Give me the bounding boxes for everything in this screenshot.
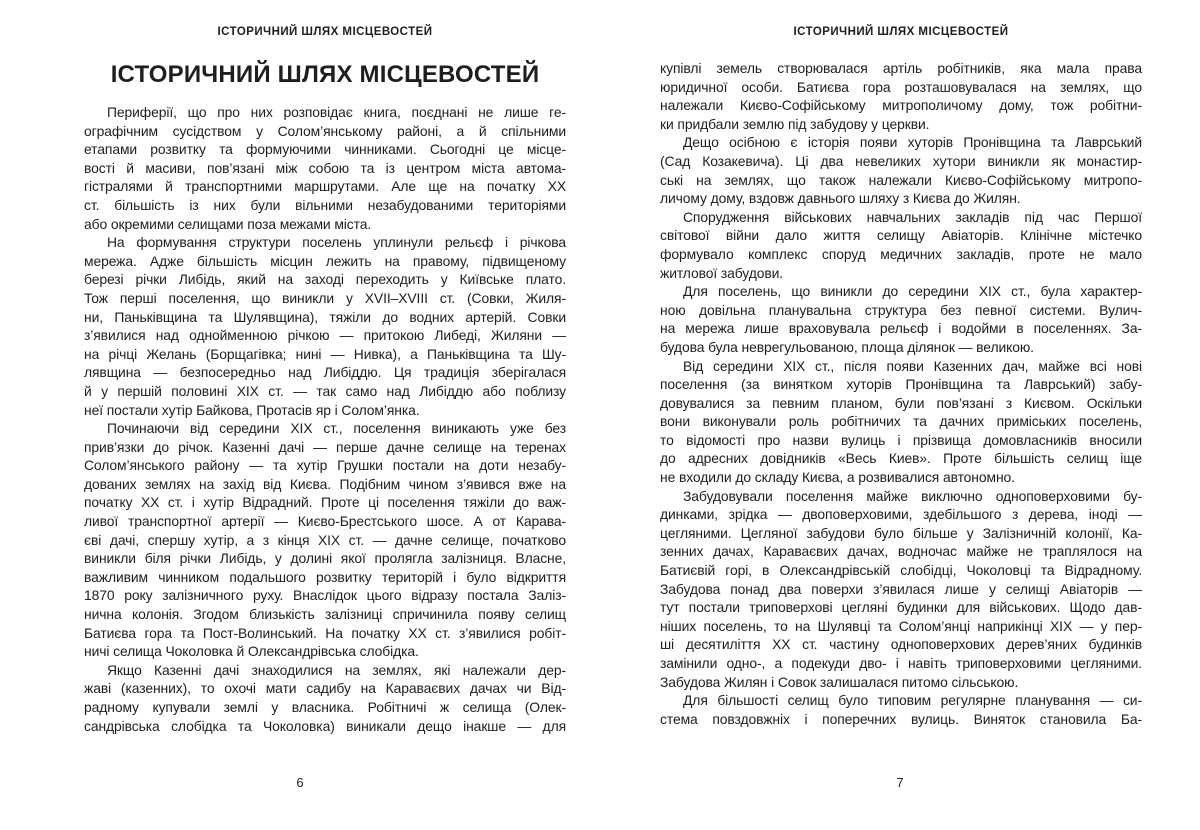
text-line: замінили одно-, а подекуди дво- і навіть триповерховими цегляними.: [660, 655, 1142, 671]
text-line: Забудова Жилян і Совок залишалася питомо сільською.: [660, 673, 1019, 690]
text-line: Периферії, що про них розповідає книга, поєднані не лише ге-: [107, 104, 566, 120]
paragraph: [660, 487, 1142, 692]
text-line: належали Києво-Софійському митрополичому дому, тож робітни-: [660, 97, 1142, 114]
text-line: Для більшості селищ було типовим регулярне планування — си-: [683, 692, 1142, 709]
text-line: поселення (за винятком хуторів Пронівщина та Лаврський) забу-: [660, 376, 1142, 393]
text-line: ські на землях, що також належали Києво-Софійському митропо-: [660, 171, 1142, 188]
text-line: на річці Желань (Борщагівка; нині — Нивка), а Паньківщина та Шу-: [84, 345, 566, 362]
text-line: початку XX ст. і хутір Відрадний. Проте ці поселення тяжіли до важ-: [84, 494, 566, 511]
running-header-right: ІСТОРИЧНИЙ ШЛЯХ МІСЦЕВОСТЕЙ: [793, 26, 1009, 38]
text-line: стема повздовжніх і поперечних вулиць. Виняток становила Ба-: [660, 710, 1142, 727]
paragraph: [84, 103, 566, 233]
running-header-left: ІСТОРИЧНИЙ ШЛЯХ МІСЦЕВОСТЕЙ: [217, 26, 433, 38]
text-line: тут постали триповерхові цегляні будинки для військових. Щодо дав-: [660, 599, 1142, 616]
page-right: [600, 0, 1200, 830]
paragraph: [660, 282, 1142, 356]
chapter-title: ІСТОРИЧНИЙ ШЛЯХ МІСЦЕВОСТЕЙ: [110, 61, 540, 88]
text-line: (Сад Козакевича). Ці два невеликих хутори виникли як монастир-: [660, 152, 1142, 169]
text-line: ливої транспортної артерії — Києво-Брестського шосе. А от Карава-: [84, 513, 566, 530]
left-page-body-text: [84, 103, 566, 735]
text-line: Батиєвій горі, в Олександрівській слобідці, Чоколовці та Відрадному.: [660, 562, 1142, 579]
text-line: Від середини XIX ст., після появи Казенних дач, майже всі нові: [683, 357, 1142, 374]
page-number-left: 6: [296, 775, 304, 790]
text-line: на мережа лише враховувала рельєф і водойми в поселеннях. За-: [660, 320, 1142, 337]
text-line: ничі селища Чоколовка й Олександрівська слобідка.: [84, 643, 419, 660]
text-line: будова була неврегульованою, площа ділянок — великою.: [660, 338, 1034, 355]
text-line: жаві (казенних), то охочі мати садибу на Караваєвих дачах чи Від-: [84, 680, 566, 697]
right-text-column: [660, 0, 1142, 830]
text-line: ни, Паньківщина та Шулявщина), тяжіли до водних артерій. Совки: [84, 308, 566, 325]
text-line: березі річки Либідь, який на заході переходить у Київське плато.: [84, 271, 566, 288]
paragraph: [660, 357, 1142, 487]
page-number-right: 7: [896, 775, 904, 790]
text-line: виникли біля річки Либідь, у долині якої пролягла залізниця. Власне,: [84, 550, 566, 567]
text-line: й у першій половині XIX ст. — так само над Либіддю або поблизу: [84, 382, 566, 399]
paragraph: [660, 133, 1142, 207]
text-line: На формування структури поселень уплинули рельєф і річкова: [107, 234, 566, 251]
paragraph: [660, 208, 1142, 282]
text-line: житлової забудови.: [660, 264, 784, 281]
text-line: Для поселень, що виникли до середини XIX ст., була характер-: [683, 283, 1142, 300]
text-line: Забудова понад два поверхи з’явилася лише у селищі Авіаторів —: [660, 580, 1142, 597]
text-line: ографічним сусідством у Солом’янському районі, а й спільними: [84, 122, 566, 139]
text-line: Дещо осібною є історія появи хуторів Пронівщина та Лаврський: [683, 134, 1142, 151]
text-line: або окремими селищами поза межами міста.: [84, 215, 372, 232]
text-line: личому дому, вздовж давнього шляху з Києва до Жилян.: [660, 190, 1021, 207]
text-line: юридичної особи. Батиєва гора розташовувалася на землях, що: [660, 78, 1142, 95]
paragraph: [84, 419, 566, 661]
paragraph: [84, 233, 566, 419]
text-line: прив’язки до річок. Казенні дачі — перше дачне селище на теренах: [84, 438, 566, 455]
text-line: формувало комплекс споруд медичних закладів, проте не мало: [660, 245, 1142, 262]
text-line: то відомості про назви вулиць і прізвища домовласників вносили: [660, 431, 1142, 448]
paragraph: [660, 691, 1142, 728]
text-line: ною довільна планувальна структура без певної системи. Вулич-: [660, 301, 1142, 318]
text-line: гістралями й транспортними маршрутами. Але ще на початку XX: [84, 178, 566, 195]
text-line: цегляними. Цегляної забудови було більше у Залізничній колонії, Ка-: [660, 524, 1142, 541]
right-page-body-text: [660, 59, 1142, 728]
text-line: Тож перші поселення, що виникли у XVII–XVIII ст. (Совки, Жиля-: [84, 289, 566, 306]
text-line: радному купували землі у власника. Робітничі ж селища (Олек-: [84, 699, 566, 715]
text-line: Батиєва гора та Пост-Волинський. На початку XX ст. з’явилися робіт-: [84, 624, 566, 641]
text-line: ніших поселень, то на Шулявці та Солом’янці наприкінці XIX — у пер-: [660, 617, 1142, 634]
text-line: дованих землях на захід від Києва. Подібним чином з’явився вже на: [84, 475, 566, 492]
text-line: динками, зрідка — двоповерховими, здебільшого з дерева, іноді —: [660, 506, 1142, 523]
text-line: неї постали хутір Байкова, Протасів яр і Солом’янка.: [84, 401, 420, 418]
text-line: нична колонія. Згодом близькість залізниці спричинила появу селищ: [84, 606, 566, 623]
text-line: Спорудження військових навчальних закладів під час Першої: [683, 208, 1142, 225]
text-line: Забудовували поселення майже виключно одноповерховими бу-: [683, 487, 1142, 504]
text-line: Солом’янського району — та хутір Грушки постали на доти незабу-: [84, 457, 566, 474]
text-line: з’явилися над однойменною річкою — притокою Либеді, Жиляни —: [84, 327, 566, 344]
text-line: етапами розвитку та формуючими чинниками. Сьогодні це місце-: [84, 141, 566, 158]
text-line: лявщина — безпосередньо над Либіддю. Ця традиція зберігалася: [84, 364, 566, 381]
text-line: ки придбали землю під забудову у церкви.: [660, 115, 930, 132]
text-line: сандрівська слобідка та Чоколовка) виникали дещо інакше — для: [84, 717, 566, 734]
text-line: світової війни дало життя селищу Авіаторів. Клінічне містечко: [660, 227, 1142, 244]
text-line: важливим чинником подальшого розвитку територій і було відкриття: [84, 568, 566, 585]
text-line: єві дачі, спершу хутір, а з кінця XIX ст. — дачне селище, початково: [84, 531, 566, 548]
left-text-column: [84, 0, 566, 830]
paragraph: [84, 661, 566, 735]
text-line: ші десятиліття XX ст. частину одноповерхових дерев’яних будинків: [660, 636, 1142, 653]
text-line: Починаючи від середини XIX ст., поселення виникають уже без: [107, 420, 566, 437]
text-line: Якщо Казенні дачі знаходилися на землях, які належали дер-: [107, 661, 566, 678]
text-line: мережа. Адже більшість місцин лежить на правому, підвищеному: [84, 252, 566, 269]
text-line: ст. більшість із них були вільними незабудованими територіями: [84, 196, 566, 213]
text-line: зенних дачах, Караваєвих дачах, водночас майже не траплялося на: [660, 543, 1142, 560]
text-line: вони виконували роль робітничих та дачних приміських поселень,: [660, 413, 1142, 430]
paragraph: [660, 59, 1142, 133]
text-line: купівлі земель створювалася артіль робітників, яка мала права: [660, 60, 1142, 76]
text-line: вості й масиви, пов’язані між собою та із центром міста автома-: [84, 159, 566, 176]
text-line: до адресних довідників «Весь Киев». Проте більшість селищ іще: [660, 450, 1142, 467]
text-line: довувалися за певним планом, були пов’язані з Києвом. Оскільки: [660, 394, 1142, 411]
text-line: не входили до складу Києва, а розвивалися автономно.: [660, 469, 1015, 486]
text-line: 1870 року залізничного руху. Внаслідок цього відразу постала Заліз-: [84, 587, 566, 604]
